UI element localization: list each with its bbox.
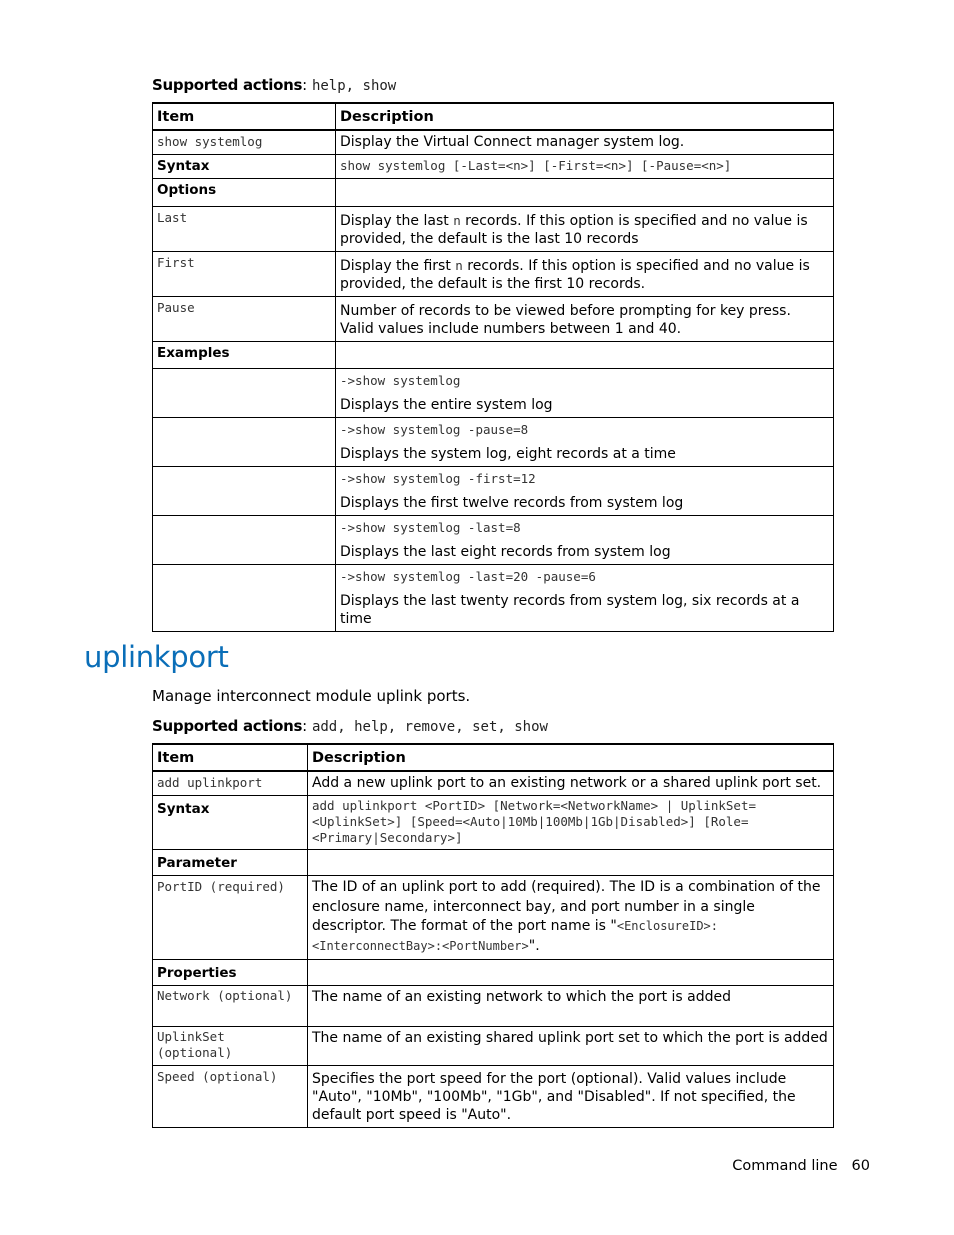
command-description: Add a new uplink port to an existing network or a shared uplink port set.: [308, 771, 834, 796]
table-row: [153, 796, 834, 850]
properties-label: Properties: [153, 960, 308, 986]
option-name: First: [153, 252, 336, 297]
example-code: ->show systemlog -last=8: [340, 520, 521, 535]
option-description: Number of records to be viewed before prompting for key press. Valid values include numbers between 1 and 40.: [336, 297, 834, 342]
table-row: [153, 1027, 834, 1066]
command-name: add uplinkport: [153, 771, 308, 796]
example-description: Displays the entire system log: [340, 397, 553, 413]
table-row: [153, 130, 834, 155]
supported-actions-label: Supported actions: [152, 717, 303, 735]
header-description: Description: [336, 103, 834, 130]
page-number: 60: [851, 1158, 870, 1174]
table-row: [153, 179, 834, 207]
example-code: ->show systemlog -pause=8: [340, 422, 529, 437]
supported-actions-label: Supported actions: [152, 76, 303, 94]
example-row: [153, 369, 834, 418]
table-row: [153, 252, 834, 297]
table-header-row: [153, 744, 834, 771]
table-header-row: [153, 103, 834, 130]
example-description: Displays the first twelve records from system log: [340, 495, 684, 511]
parameter-label: Parameter: [153, 850, 308, 876]
table-row: [153, 155, 834, 179]
examples-label: Examples: [153, 342, 336, 369]
option-name: Pause: [153, 297, 336, 342]
example-code: ->show systemlog -first=12: [340, 471, 536, 486]
property-name: Speed (optional): [153, 1066, 308, 1128]
supported-actions-values: help, show: [311, 78, 397, 94]
option-description: Display the first n records. If this option is specified and no value is provided, the default is the first 10 records.: [336, 252, 834, 297]
table-row: [153, 876, 834, 960]
example-code: ->show systemlog -last=20 -pause=6: [340, 569, 596, 584]
supported-actions-values: add, help, remove, set, show: [311, 719, 548, 735]
table-row: [153, 960, 834, 986]
table-row: [153, 1066, 834, 1128]
syntax-value: show systemlog [-Last=<n>] [-First=<n>] [-Pause=<n>]: [336, 155, 834, 179]
table-row: [153, 771, 834, 796]
table-row: [153, 342, 834, 369]
table-row: [153, 986, 834, 1027]
option-name: Last: [153, 207, 336, 252]
table-row: [153, 207, 834, 252]
example-code: ->show systemlog: [340, 373, 461, 388]
example-row: [153, 516, 834, 565]
example-description: Displays the system log, eight records at a time: [340, 446, 676, 462]
example-row: [153, 418, 834, 467]
property-description: The name of an existing shared uplink port set to which the port is added: [308, 1027, 834, 1066]
syntax-label: Syntax: [153, 155, 336, 179]
supported-actions-line: Supported actions: add, help, remove, set, show: [152, 717, 548, 735]
parameter-description: The ID of an uplink port to add (required). The ID is a combination of the enclosure name, interconnect bay, and port number in a single descriptor. The format of the port name is "<EnclosureID>:<InterconnectBay>:<PortNumber>".: [308, 876, 834, 960]
syntax-label: Syntax: [153, 796, 308, 850]
example-row: [153, 467, 834, 516]
example-row: [153, 565, 834, 632]
uplinkport-table: [152, 743, 834, 1128]
property-description: The name of an existing network to which the port is added: [308, 986, 834, 1027]
section-intro: Manage interconnect module uplink ports.: [152, 687, 471, 705]
example-description: Displays the last twenty records from system log, six records at a time: [340, 593, 800, 627]
command-name: show systemlog: [153, 130, 336, 155]
page-footer: [732, 1158, 870, 1174]
section-heading: uplinkport: [84, 640, 229, 674]
example-description: Displays the last eight records from system log: [340, 544, 671, 560]
systemlog-table: [152, 102, 834, 632]
footer-section: Command line: [732, 1158, 838, 1174]
table-row: [153, 297, 834, 342]
header-item: Item: [153, 744, 308, 771]
options-label: Options: [153, 179, 336, 207]
table-row: [153, 850, 834, 876]
header-item: Item: [153, 103, 336, 130]
syntax-value: add uplinkport <PortID> [Network=<NetworkName> | UplinkSet=<UplinkSet>] [Speed=<Auto|10Mb|100Mb|1Gb|Disabled>] [Role=<Primary|Secondary>]: [308, 796, 834, 850]
supported-actions-line: Supported actions: help, show: [152, 76, 397, 94]
property-description: Specifies the port speed for the port (optional). Valid values include "Auto", "10Mb", "100Mb", "1Gb", and "Disabled". If not specified, the default port speed is "Auto".: [308, 1066, 834, 1128]
option-description: Display the last n records. If this option is specified and no value is provided, the default is the last 10 records: [336, 207, 834, 252]
parameter-name: PortID (required): [153, 876, 308, 960]
property-name: Network (optional): [153, 986, 308, 1027]
header-description: Description: [308, 744, 834, 771]
command-description: Display the Virtual Connect manager system log.: [336, 130, 834, 155]
property-name: UplinkSet (optional): [153, 1027, 308, 1066]
